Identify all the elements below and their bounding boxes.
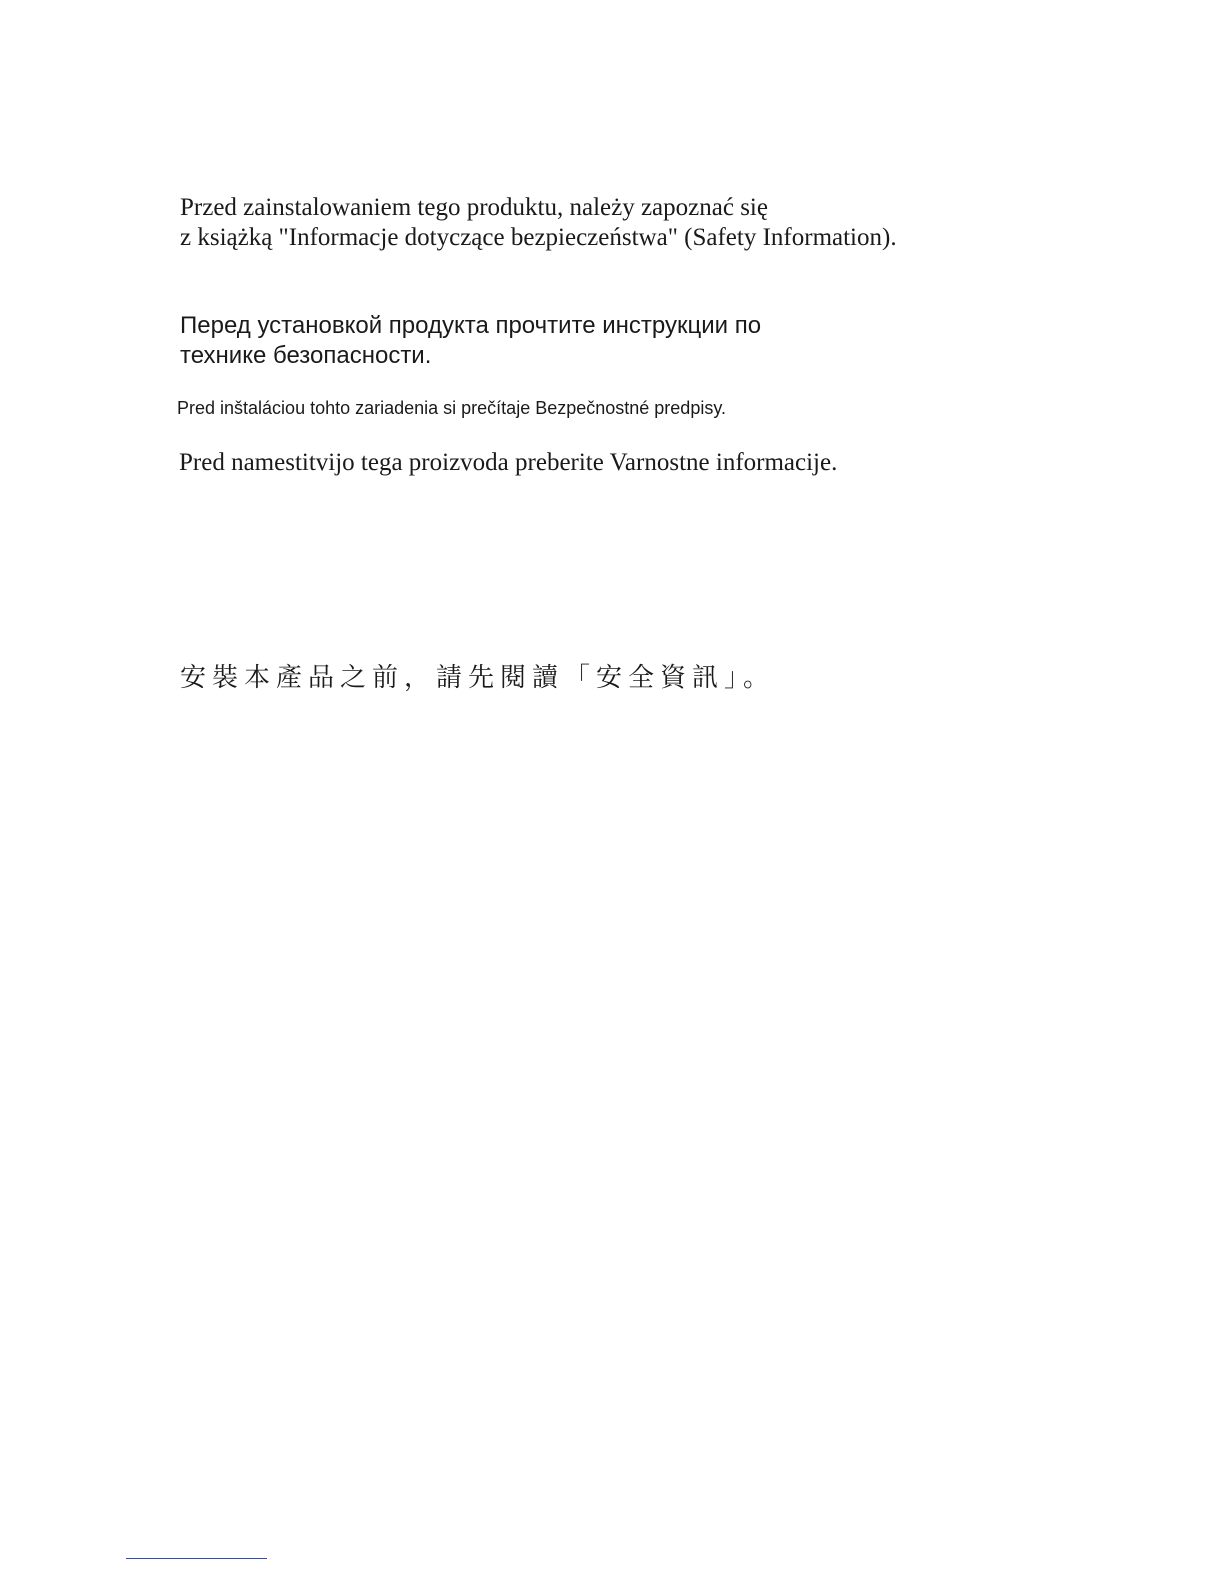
safety-notice-polish-line-2: z książką "Informacje dotyczące bezpieczeństwa" (Safety Information).: [180, 224, 897, 251]
footnote-divider: [126, 1558, 267, 1559]
safety-notice-polish: [180, 193, 897, 253]
safety-notice-slovak: Pred inštaláciou tohto zariadenia si prečítaje Bezpečnostné predpisy.: [177, 398, 726, 418]
safety-notice-polish-line-1: Przed zainstalowaniem tego produktu, należy zapoznać się: [180, 194, 768, 221]
safety-notice-russian: [180, 311, 761, 371]
safety-notice-slovenian: Pred namestitvijo tega proizvoda preberite Varnostne informacije.: [179, 449, 838, 476]
safety-notice-chinese: 安裝本產品之前，請先閱讀「安全資訊」。: [180, 663, 776, 693]
safety-notice-russian-line-2: технике безопасности.: [180, 342, 432, 369]
safety-notice-russian-line-1: Перед установкой продукта прочтите инструкции по: [180, 312, 762, 339]
